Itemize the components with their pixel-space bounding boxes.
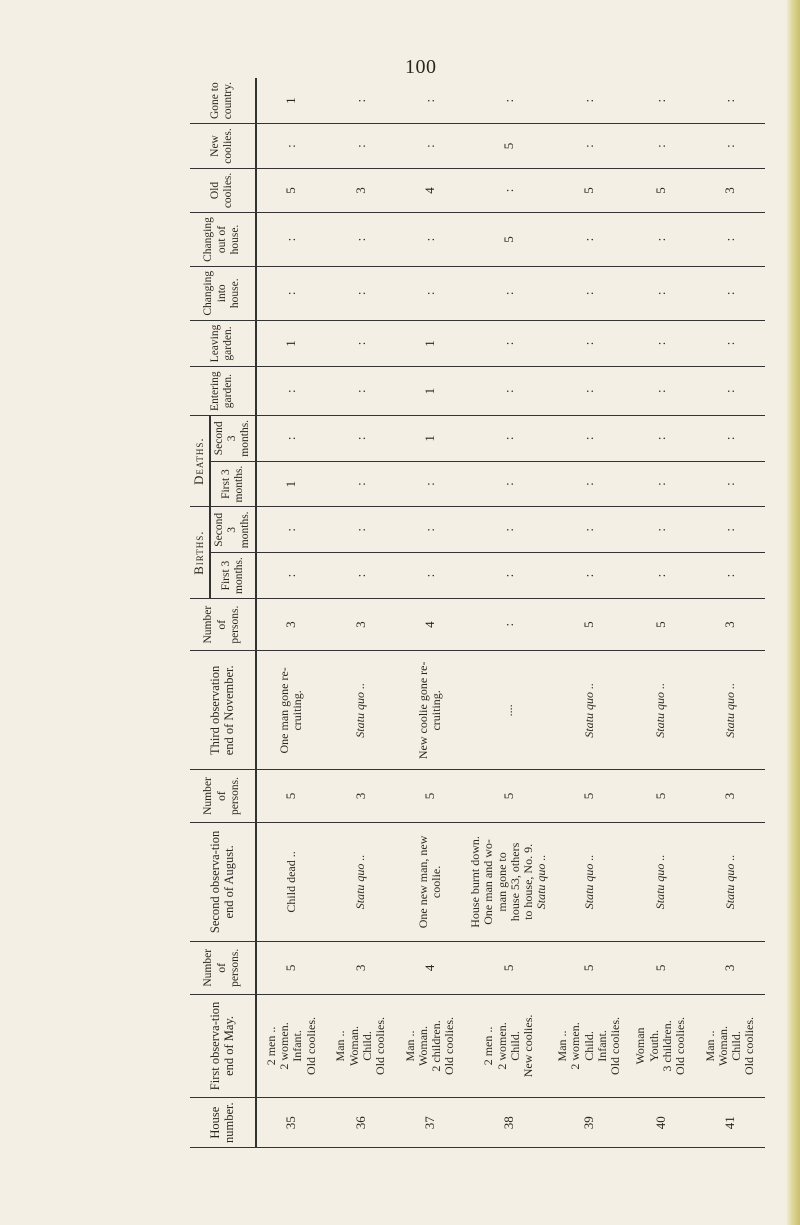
- observation-line: Man ..: [333, 1030, 348, 1062]
- header-third-observation: Third observation end of November.: [190, 651, 256, 770]
- observation-line: Old coolies.: [373, 1016, 387, 1075]
- num-persons-2-cell: 5: [465, 770, 552, 822]
- num-persons-2-cell: 3: [696, 770, 765, 822]
- changing-into-house-cell: :: [465, 266, 552, 320]
- deaths-first-cell: :: [696, 461, 765, 507]
- first-observation-cell: [396, 994, 465, 1098]
- observation-line: Child.: [729, 1031, 744, 1061]
- gone-to-country-cell: :: [696, 78, 765, 124]
- second-observation-cell: [696, 822, 765, 941]
- old-coolies-cell: 3: [696, 168, 765, 212]
- observation-line: Woman.: [716, 1025, 731, 1066]
- changing-out-of-house-cell: :: [696, 213, 765, 267]
- observation-line: man gone to: [494, 852, 509, 912]
- deaths-second-cell: :: [256, 415, 327, 461]
- gone-to-country-cell: :: [552, 78, 626, 124]
- deaths-second-cell: :: [552, 415, 626, 461]
- observation-line: One man gone re-: [277, 667, 292, 754]
- deaths-second-cell: :: [696, 415, 765, 461]
- entering-garden-cell: :: [256, 367, 327, 416]
- leaving-garden-cell: :: [626, 320, 695, 367]
- observation-line: cruiting.: [290, 690, 305, 731]
- observation-line: Man ..: [555, 1030, 570, 1062]
- third-observation-cell: [396, 651, 465, 770]
- deaths-second-cell: :: [465, 415, 552, 461]
- table-row: [696, 78, 765, 1148]
- first-observation-cell: [552, 994, 626, 1098]
- observation-line: coolie.: [429, 865, 444, 899]
- header-changing-out-of-house: Changing out of house.: [190, 213, 256, 267]
- observation-line: Youth.: [646, 1030, 661, 1062]
- observation-line: Old coolies.: [608, 1016, 623, 1075]
- house-number-cell: 36: [326, 1098, 395, 1148]
- deaths-first-cell: :: [396, 461, 465, 507]
- house-number-cell: 41: [696, 1098, 765, 1148]
- new-coolies-cell: :: [552, 124, 626, 168]
- births-second-cell: :: [552, 507, 626, 553]
- observation-line: Man ..: [402, 1030, 417, 1062]
- table-body: [256, 78, 765, 1148]
- old-coolies-cell: 5: [552, 168, 626, 212]
- observation-line: House burnt down.: [468, 836, 483, 928]
- entering-garden-cell: :: [552, 367, 626, 416]
- header-num-persons-3: Number of persons.: [190, 598, 256, 650]
- births-first-cell: :: [626, 553, 695, 599]
- num-persons-1-cell: 3: [326, 942, 395, 994]
- observation-line: Old coolies.: [442, 1016, 457, 1075]
- observation-line: cruiting.: [429, 690, 444, 731]
- entering-garden-cell: :: [326, 367, 395, 416]
- observation-line: Statu quo ..: [534, 854, 549, 910]
- births-second-cell: :: [326, 507, 395, 553]
- header-changing-into-house: Changing into house.: [190, 266, 256, 320]
- num-persons-1-cell: 5: [256, 942, 327, 994]
- new-coolies-cell: 5: [465, 124, 552, 168]
- births-second-cell: :: [465, 507, 552, 553]
- num-persons-2-cell: 3: [326, 770, 395, 822]
- header-deaths-second: Second 3 months.: [210, 415, 256, 461]
- changing-out-of-house-cell: :: [626, 213, 695, 267]
- observation-line: Child.: [507, 1031, 522, 1061]
- observation-line: Old coolies.: [303, 1016, 318, 1075]
- num-persons-2-cell: 5: [552, 770, 626, 822]
- num-persons-1-cell: 4: [396, 942, 465, 994]
- births-first-cell: :: [396, 553, 465, 599]
- num-persons-1-cell: 5: [465, 942, 552, 994]
- deaths-second-cell: 1: [396, 415, 465, 461]
- gone-to-country-cell: 1: [256, 78, 327, 124]
- births-second-cell: :: [396, 507, 465, 553]
- house-number-cell: 39: [552, 1098, 626, 1148]
- observation-line: 2 children.: [429, 1020, 444, 1072]
- gone-to-country-cell: :: [326, 78, 395, 124]
- header-second-observation: Second observa-tion end of August.: [190, 822, 256, 941]
- births-first-cell: :: [552, 553, 626, 599]
- observation-line: Statu quo ..: [653, 854, 668, 910]
- changing-into-house-cell: :: [396, 266, 465, 320]
- header-first-observation: First observa-tion end of May.: [190, 994, 256, 1098]
- entering-garden-cell: :: [696, 367, 765, 416]
- header-births-group: Births.: [190, 507, 210, 599]
- observation-line: Statu quo ..: [353, 683, 368, 738]
- num-persons-1-cell: 5: [552, 942, 626, 994]
- observation-line: Man ..: [702, 1030, 717, 1062]
- num-persons-2-cell: 5: [256, 770, 327, 822]
- gone-to-country-cell: :: [465, 78, 552, 124]
- observation-line: 3 children.: [659, 1020, 674, 1072]
- leaving-garden-cell: :: [465, 320, 552, 367]
- observation-line: 2 men ..: [263, 1026, 278, 1066]
- second-observation-cell: [465, 822, 552, 941]
- table-row: [396, 78, 465, 1148]
- deaths-first-cell: :: [626, 461, 695, 507]
- num-persons-3-cell: 3: [696, 598, 765, 650]
- third-observation-cell: [552, 651, 626, 770]
- observation-line: One man and wo-: [481, 839, 496, 925]
- header-deaths-first: First 3 months.: [210, 461, 256, 507]
- new-coolies-cell: :: [626, 124, 695, 168]
- births-second-cell: :: [626, 507, 695, 553]
- num-persons-3-cell: 4: [396, 598, 465, 650]
- observation-line: Statu quo ..: [581, 854, 596, 910]
- census-table-rotated: [190, 78, 765, 1148]
- observation-line: Woman: [633, 1027, 648, 1065]
- entering-garden-cell: 1: [396, 367, 465, 416]
- observation-line: Old coolies.: [672, 1016, 687, 1075]
- observation-line: New coolies.: [520, 1014, 535, 1078]
- page-number: 100: [405, 56, 437, 78]
- gone-to-country-cell: :: [396, 78, 465, 124]
- observation-line: Child dead ..: [283, 851, 298, 913]
- header-old-coolies: Old coolies.: [190, 168, 256, 212]
- observation-line: house 53, others: [507, 842, 522, 922]
- observation-line: Infant.: [594, 1030, 609, 1062]
- header-leaving-garden: Leaving garden.: [190, 320, 256, 367]
- observation-line: Statu quo ..: [581, 683, 596, 738]
- observation-line: Statu quo ..: [722, 854, 737, 910]
- deaths-first-cell: 1: [256, 461, 327, 507]
- num-persons-3-cell: :: [465, 598, 552, 650]
- observation-line: Statu quo ..: [353, 854, 368, 910]
- leaving-garden-cell: 1: [396, 320, 465, 367]
- first-observation-cell: [326, 994, 395, 1098]
- new-coolies-cell: :: [326, 124, 395, 168]
- changing-into-house-cell: :: [256, 266, 327, 320]
- births-first-cell: :: [326, 553, 395, 599]
- num-persons-1-cell: 5: [626, 942, 695, 994]
- observation-line: 2 women.: [494, 1022, 509, 1070]
- header-row-groups: [190, 78, 210, 1148]
- first-observation-cell: [465, 994, 552, 1098]
- house-number-cell: 38: [465, 1098, 552, 1148]
- new-coolies-cell: :: [256, 124, 327, 168]
- second-observation-cell: [396, 822, 465, 941]
- observation-line: ....: [501, 704, 516, 717]
- second-observation-cell: [552, 822, 626, 941]
- leaving-garden-cell: :: [696, 320, 765, 367]
- table-row: [256, 78, 327, 1148]
- observation-line: Infant.: [290, 1030, 305, 1062]
- third-observation-cell: [626, 651, 695, 770]
- observation-line: Child.: [359, 1031, 374, 1061]
- num-persons-3-cell: 5: [626, 598, 695, 650]
- num-persons-2-cell: 5: [626, 770, 695, 822]
- num-persons-1-cell: 3: [696, 942, 765, 994]
- first-observation-cell: [256, 994, 327, 1098]
- births-first-cell: :: [465, 553, 552, 599]
- changing-out-of-house-cell: :: [396, 213, 465, 267]
- observation-line: Woman.: [346, 1025, 361, 1066]
- header-new-coolies: New coolies.: [190, 124, 256, 168]
- house-number-cell: 35: [256, 1098, 327, 1148]
- changing-into-house-cell: :: [326, 266, 395, 320]
- table-row: [465, 78, 552, 1148]
- observation-line: Statu quo ..: [722, 683, 737, 738]
- leaving-garden-cell: :: [552, 320, 626, 367]
- entering-garden-cell: :: [465, 367, 552, 416]
- leaving-garden-cell: :: [326, 320, 395, 367]
- changing-into-house-cell: :: [552, 266, 626, 320]
- table-row: [326, 78, 395, 1148]
- new-coolies-cell: :: [396, 124, 465, 168]
- header-num-persons-2: Number of persons.: [190, 770, 256, 822]
- births-second-cell: :: [256, 507, 327, 553]
- observation-line: New coolie gone re-: [416, 661, 431, 760]
- second-observation-cell: [256, 822, 327, 941]
- header-num-persons-1: Number of persons.: [190, 942, 256, 994]
- old-coolies-cell: 4: [396, 168, 465, 212]
- table-header: [190, 78, 256, 1148]
- changing-out-of-house-cell: 5: [465, 213, 552, 267]
- observation-line: to house, No. 9.: [520, 843, 535, 920]
- third-observation-cell: [326, 651, 395, 770]
- deaths-first-cell: :: [326, 461, 395, 507]
- observation-line: Statu quo ..: [653, 683, 668, 738]
- page-binding-edge: [786, 0, 800, 1225]
- third-observation-cell: [256, 651, 327, 770]
- table-row: [626, 78, 695, 1148]
- observation-line: One new man, new: [416, 835, 431, 929]
- third-observation-cell: [465, 651, 552, 770]
- num-persons-2-cell: 5: [396, 770, 465, 822]
- table-row: [552, 78, 626, 1148]
- observation-line: 2 women.: [277, 1022, 292, 1070]
- header-deaths-group: Deaths.: [190, 415, 210, 507]
- births-first-cell: :: [696, 553, 765, 599]
- entering-garden-cell: :: [626, 367, 695, 416]
- census-table: [190, 78, 765, 1148]
- leaving-garden-cell: 1: [256, 320, 327, 367]
- second-observation-cell: [626, 822, 695, 941]
- old-coolies-cell: 5: [256, 168, 327, 212]
- first-observation-cell: [626, 994, 695, 1098]
- house-number-cell: 37: [396, 1098, 465, 1148]
- header-births-second: Second 3 months.: [210, 507, 256, 553]
- observation-line: Old coolies.: [742, 1016, 757, 1075]
- third-observation-cell: [696, 651, 765, 770]
- old-coolies-cell: :: [465, 168, 552, 212]
- gone-to-country-cell: :: [626, 78, 695, 124]
- header-gone-to-country: Gone to country.: [190, 78, 256, 124]
- births-second-cell: :: [696, 507, 765, 553]
- deaths-second-cell: :: [326, 415, 395, 461]
- second-observation-cell: [326, 822, 395, 941]
- num-persons-3-cell: 3: [326, 598, 395, 650]
- new-coolies-cell: :: [696, 124, 765, 168]
- deaths-first-cell: :: [552, 461, 626, 507]
- births-first-cell: :: [256, 553, 327, 599]
- changing-into-house-cell: :: [696, 266, 765, 320]
- num-persons-3-cell: 5: [552, 598, 626, 650]
- deaths-first-cell: :: [465, 461, 552, 507]
- header-entering-garden: Entering garden.: [190, 367, 256, 416]
- header-births-first: First 3 months.: [210, 553, 256, 599]
- observation-line: 2 men ..: [481, 1026, 496, 1066]
- observation-line: 2 women.: [568, 1022, 583, 1070]
- deaths-second-cell: :: [626, 415, 695, 461]
- changing-into-house-cell: :: [626, 266, 695, 320]
- changing-out-of-house-cell: :: [326, 213, 395, 267]
- first-observation-cell: [696, 994, 765, 1098]
- house-number-cell: 40: [626, 1098, 695, 1148]
- observation-line: Child.: [581, 1031, 596, 1061]
- header-house-number: House number.: [190, 1098, 256, 1148]
- num-persons-3-cell: 3: [256, 598, 327, 650]
- changing-out-of-house-cell: :: [552, 213, 626, 267]
- old-coolies-cell: 5: [626, 168, 695, 212]
- old-coolies-cell: 3: [326, 168, 395, 212]
- observation-line: Woman.: [416, 1025, 431, 1066]
- changing-out-of-house-cell: :: [256, 213, 327, 267]
